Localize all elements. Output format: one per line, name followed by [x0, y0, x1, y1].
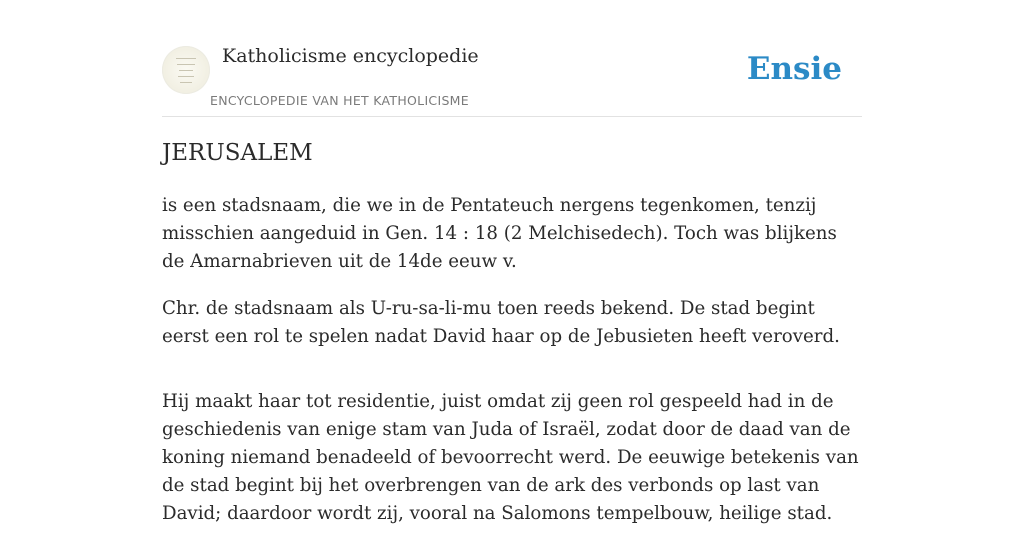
article-paragraph: Hij maakt haar tot residentie, juist omdat zij geen rol gespeeld had in de geschiedenis van enige stam van Juda of Israël, zodat door de daad van de koning niemand benadeeld of bevoorrecht werd. De eeuwige betekenis van de stad begint bij het overbrengen van de ark des verbonds op last van David; daardoor wordt zij, vooral na Salomons tempelbouw, heilige stad.: [162, 391, 859, 524]
logo-line: [179, 70, 193, 71]
logo-line: [177, 64, 195, 65]
article-body: [162, 192, 862, 547]
article-paragraph: is een stadsnaam, die we in de Pentateuch nergens tegenkomen, tenzij misschien aangeduid in Gen. 14 : 18 (2 Melchisedech). Toch was blijkens de Amarnabrieven uit de 14de eeuw v.: [162, 195, 837, 272]
site-title[interactable]: Katholicisme encyclopedie: [222, 45, 479, 67]
encyclopedia-logo-icon[interactable]: [162, 46, 210, 94]
site-subtitle: ENCYCLOPEDIE VAN HET KATHOLICISME: [210, 93, 469, 108]
article-paragraph: Chr. de stadsnaam als U-ru-sa-li-mu toen reeds bekend. De stad begint eerst een rol te spelen nadat David haar op de Jebusieten heeft veroverd.: [162, 298, 840, 347]
logo-line: [178, 76, 194, 77]
logo-line: [176, 58, 196, 59]
logo-line: [180, 82, 192, 83]
page-title: JERUSALEM: [162, 140, 313, 166]
site-header: [162, 0, 862, 117]
ensie-brand-link[interactable]: Ensie: [746, 51, 842, 87]
